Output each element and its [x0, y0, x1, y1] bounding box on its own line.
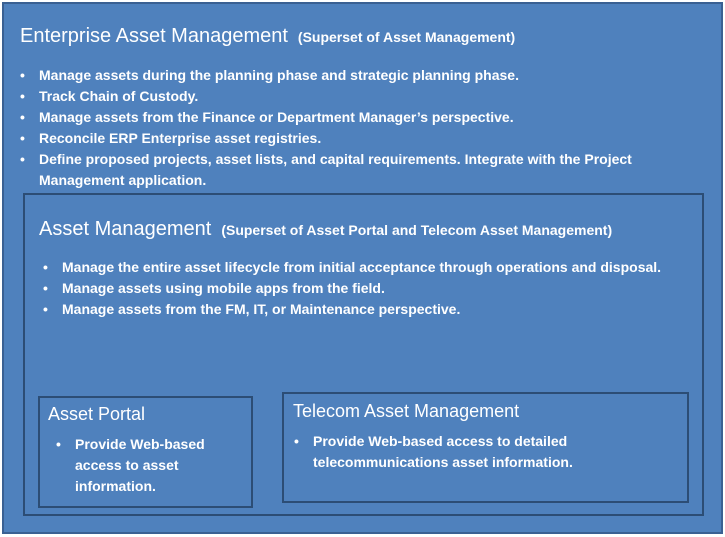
telecom-bullet-list: [292, 431, 672, 473]
asset-portal-bullet: • Provide Web-based access to asset information.: [54, 434, 244, 497]
asset-management-bullet-list: [41, 257, 671, 320]
enterprise-bullet: • Define proposed projects, asset lists, and capital requirements. Integrate with the Project Management application.: [18, 149, 708, 191]
enterprise-title-main: Enterprise Asset Management: [20, 25, 288, 47]
asset-portal-title: Asset Portal: [48, 404, 146, 424]
telecom-bullet: • Provide Web-based access to detailed telecommunications asset information.: [292, 431, 672, 473]
enterprise-title: [20, 25, 515, 48]
asset-management-bullet: • Manage the entire asset lifecycle from initial acceptance through operations and disposal.: [41, 257, 671, 278]
asset-management-subtitle: (Superset of Asset Portal and Telecom Asset Management): [221, 222, 613, 238]
asset-management-bullet: • Manage assets from the FM, IT, or Maintenance perspective.: [41, 299, 671, 320]
asset-portal-bullet-list: [54, 434, 244, 497]
enterprise-bullet-list: [18, 65, 708, 191]
telecom-asset-management-box: [282, 392, 689, 503]
asset-management-title: [39, 218, 612, 241]
enterprise-bullet: • Reconcile ERP Enterprise asset registries.: [18, 128, 708, 149]
enterprise-subtitle: (Superset of Asset Management): [297, 29, 516, 45]
asset-portal-box: [38, 396, 253, 508]
enterprise-bullet: • Manage assets during the planning phase and strategic planning phase.: [18, 65, 708, 86]
telecom-title: Telecom Asset Management: [293, 401, 520, 421]
asset-management-bullet: • Manage assets using mobile apps from the field.: [41, 278, 671, 299]
enterprise-bullet: • Track Chain of Custody.: [18, 86, 708, 107]
asset-management-title-main: Asset Management: [39, 218, 212, 240]
enterprise-bullet: • Manage assets from the Finance or Department Manager’s perspective.: [18, 107, 708, 128]
